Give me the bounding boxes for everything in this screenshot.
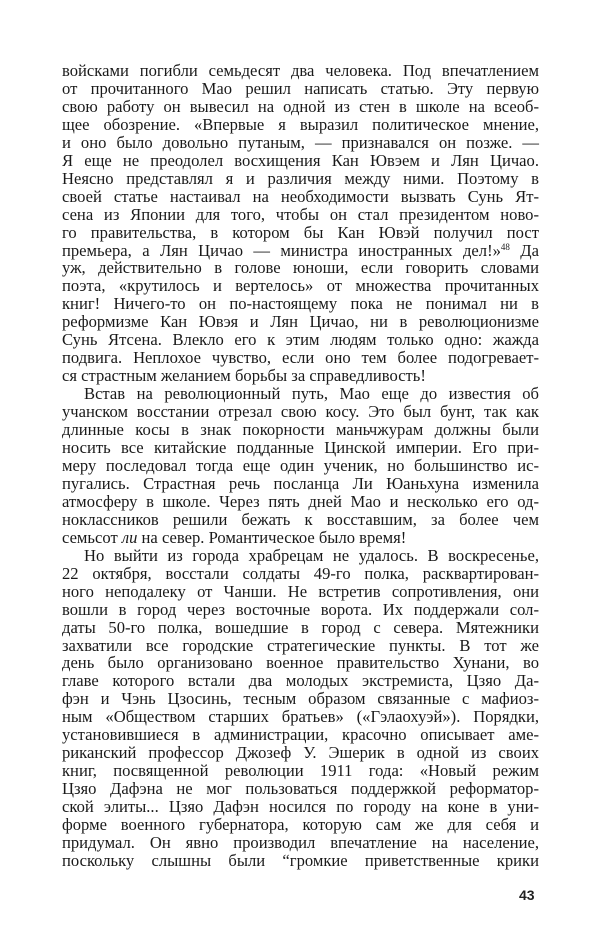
text-line: ской элиты... Цзяо Дафэн носился по городу на коне в уни- xyxy=(62,797,539,817)
text-segment: премьера, а Лян Цичао — министра иностранных дел!» xyxy=(62,240,501,260)
text-line: щее обозрение. «Впервые я выразил политическое мнение, xyxy=(62,114,539,134)
text-line: поэта, «крутилось и вертелось» от множества прочитанных xyxy=(62,276,539,296)
text-line: войсками погибли семьдесят два человека. Под впечатлением xyxy=(62,61,539,80)
text-line: Я еще не преодолел восхищения Кан Ювэем и Лян Цичао. xyxy=(62,150,539,170)
text-segment: на север. Романтическое было время! xyxy=(137,527,407,547)
text-line: ного неподалеку от Чанши. Не встретив сопротивления, они xyxy=(62,581,539,601)
text-line: го правительства, в котором бы Кан Ювэй получил пост xyxy=(62,222,539,242)
text-line: ным «Обществом старших братьев» («Гэлаохуэй»). Порядки, xyxy=(62,707,539,727)
text-line: от прочитанного Мао решил написать статью. Эту первую xyxy=(62,78,539,98)
page-number: 43 xyxy=(519,887,535,903)
text-line: установившиеся в администрации, красочно описывает аме- xyxy=(62,725,539,745)
text-line: Но выйти из города храбрецам не удалось. В воскресенье, xyxy=(84,545,539,565)
text-line: книг! Ничего-то он по-настоящему пока не понимал ни в xyxy=(62,294,539,314)
text-line: меру последовал тогда еще один ученик, но большинство ис- xyxy=(62,455,539,475)
text-line: Цзяо Дафэна не мог пользоваться поддержкой реформатор- xyxy=(62,779,539,799)
text-line: атмосферу в школе. Через пять дней Мао и несколько его од- xyxy=(62,491,539,511)
text-line: подвига. Неплохое чувство, если оно тем более подогревает- xyxy=(62,348,539,368)
text-line: учанском восстании отрезал свою косу. Это был бунт, так как xyxy=(62,402,539,422)
text-line: даты 50-го полка, вошедшие в город с севера. Мятежники xyxy=(62,617,539,637)
italic-term: ли xyxy=(121,527,138,547)
text-segment: Да xyxy=(509,240,539,260)
text-line: ноклассников решили бежать к восставшим, за более чем xyxy=(62,509,539,529)
text-line: вошли в город через восточные ворота. Их поддержали сол- xyxy=(62,599,539,619)
footnote-reference: 48 xyxy=(500,241,510,252)
text-line: Неясно представлял я и различия между ними. Поэтому в xyxy=(62,168,539,188)
text-line: и оно было довольно путаным, — признавался он позже. — xyxy=(62,132,539,152)
text-line: придумал. Он явно производил впечатление на население, xyxy=(62,832,539,852)
text-line: день было организовано военное правительство Хунани, во xyxy=(62,653,539,673)
text-line: фэн и Чэнь Цзосинь, тесным образом связанные с мафиоз- xyxy=(62,689,539,709)
text-segment: семьсот xyxy=(62,527,122,547)
text-line xyxy=(62,529,539,547)
text-line: книг, посвященной революции 1911 года: «Новый режим xyxy=(62,761,539,781)
text-line: своей статье настаивал на необходимости вызвать Сунь Ят- xyxy=(62,186,539,206)
text-line: сена из Японии для того, чтобы он стал президентом ново- xyxy=(62,204,539,224)
body-text xyxy=(62,62,539,870)
text-line: Сунь Ятсена. Влекло его к этим людям только одно: жажда xyxy=(62,330,539,350)
text-line: свою работу он вывесил на одной из стен в школе на всеоб- xyxy=(62,96,539,116)
text-line: Встав на революционный путь, Мао еще до известия об xyxy=(84,384,539,404)
text-line: ся страстным желанием борьбы за справедливость! xyxy=(62,366,426,386)
text-line: 22 октября, восстали солдаты 49-го полка, расквартирован- xyxy=(62,563,539,583)
text-line xyxy=(62,242,539,260)
text-line: длинные косы в знак покорности маньчжурам должны были xyxy=(62,420,539,440)
text-line: поскольку слышны были “громкие приветственные крики xyxy=(62,850,539,870)
text-line: пугались. Страстная речь посланца Ли Юаньхуна изменила xyxy=(62,473,539,493)
text-line: захватили все городские стратегические пункты. В тот же xyxy=(62,635,539,655)
text-line: реформизме Кан Ювэя и Лян Цичао, ни в революционизме xyxy=(62,312,539,332)
text-line: форме военного губернатора, которую сам же для себя и xyxy=(62,815,539,835)
text-line: главе которого встали два молодых экстремиста, Цзяо Да- xyxy=(62,671,539,691)
text-line: риканский профессор Джозеф У. Эшерик в одной из своих xyxy=(62,743,539,763)
text-line: носить все китайские подданные Цинской империи. Его при- xyxy=(62,438,539,458)
text-line: уж, действительно в голове юноши, если говорить словами xyxy=(62,258,539,278)
